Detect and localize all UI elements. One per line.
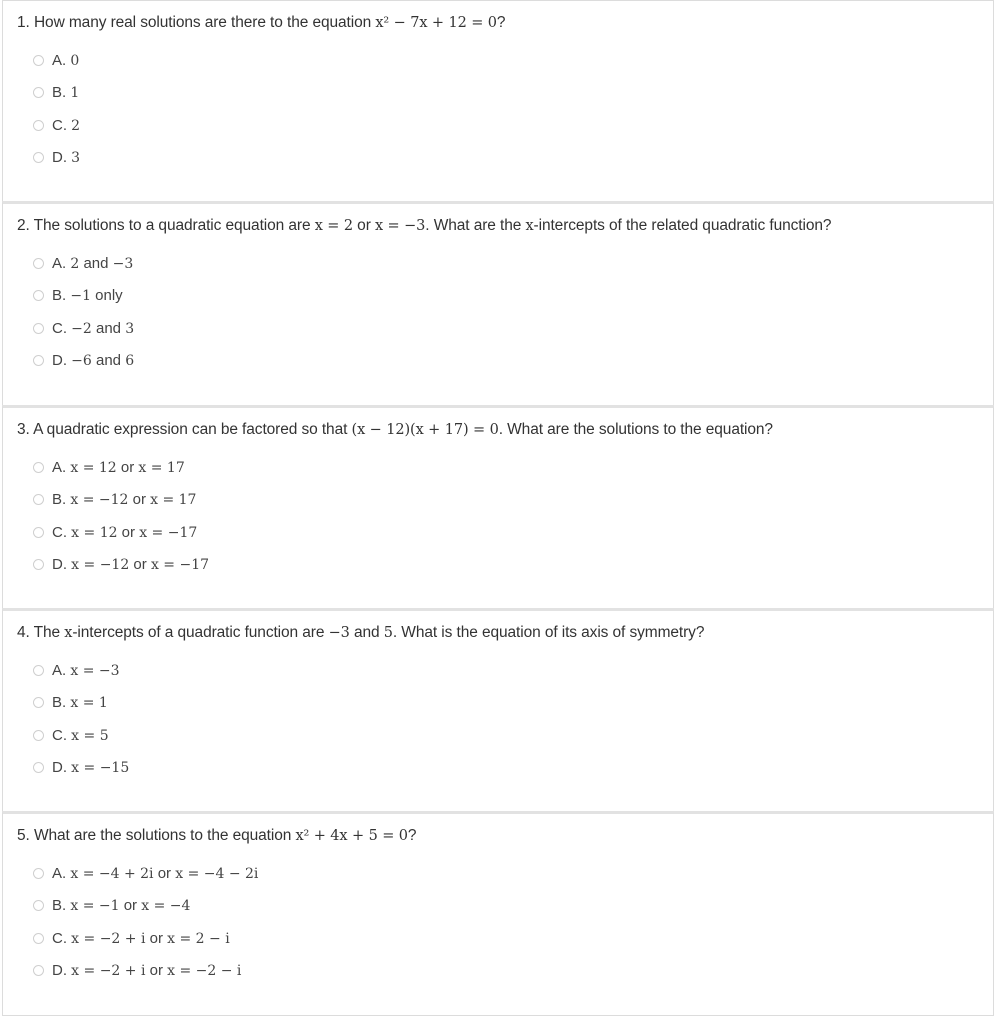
option-label: B. x = −12 or x = 17 xyxy=(52,491,197,509)
question-text: 5. What are the solutions to the equation x² + 4x + 5 = 0? xyxy=(17,827,417,844)
option-label: C. −2 and 3 xyxy=(52,319,135,337)
question-1 xyxy=(2,0,994,201)
radio-button[interactable] xyxy=(33,323,44,334)
answer-options xyxy=(33,51,80,180)
radio-button[interactable] xyxy=(33,290,44,301)
option-d[interactable] xyxy=(33,961,258,993)
question-3 xyxy=(2,405,994,608)
option-b[interactable] xyxy=(33,286,134,318)
question-4 xyxy=(2,608,994,811)
answer-options xyxy=(33,254,134,383)
radio-button[interactable] xyxy=(33,697,44,708)
option-a[interactable] xyxy=(33,254,134,286)
option-a[interactable] xyxy=(33,661,129,693)
radio-button[interactable] xyxy=(33,258,44,269)
option-c[interactable] xyxy=(33,929,258,961)
radio-button[interactable] xyxy=(33,762,44,773)
radio-button[interactable] xyxy=(33,87,44,98)
radio-button[interactable] xyxy=(33,665,44,676)
answer-options xyxy=(33,661,129,790)
option-a[interactable] xyxy=(33,864,258,896)
option-b[interactable] xyxy=(33,896,258,928)
option-label: C. 2 xyxy=(52,116,81,134)
option-label: B. x = 1 xyxy=(52,694,108,712)
option-label: D. −6 and 6 xyxy=(52,351,135,369)
radio-button[interactable] xyxy=(33,120,44,131)
option-c[interactable] xyxy=(33,116,80,148)
option-label: D. x = −15 xyxy=(52,758,130,776)
option-label: C. x = 12 or x = −17 xyxy=(52,523,198,541)
option-d[interactable] xyxy=(33,148,80,180)
radio-button[interactable] xyxy=(33,462,44,473)
option-label: A. 2 and −3 xyxy=(52,255,134,272)
option-label: C. x = −2 + i or x = 2 − i xyxy=(52,929,230,947)
option-label: A. x = −3 xyxy=(52,662,120,679)
question-text: 4. The x-intercepts of a quadratic function are −3 and 5. What is the equation of its axis of symmetry? xyxy=(17,624,705,641)
quiz-container xyxy=(2,0,994,1016)
question-text: 1. How many real solutions are there to the equation x² − 7x + 12 = 0? xyxy=(17,14,506,31)
option-c[interactable] xyxy=(33,319,134,351)
radio-button[interactable] xyxy=(33,355,44,366)
radio-button[interactable] xyxy=(33,527,44,538)
option-label: A. 0 xyxy=(52,52,80,69)
option-label: D. 3 xyxy=(52,148,81,166)
math-expression: x² − 7x + 12 = 0 xyxy=(375,15,497,31)
option-label: B. 1 xyxy=(52,84,80,102)
question-2 xyxy=(2,201,994,405)
answer-options xyxy=(33,864,258,993)
option-b[interactable] xyxy=(33,490,209,522)
radio-button[interactable] xyxy=(33,559,44,570)
option-label: D. x = −2 + i or x = −2 − i xyxy=(52,961,242,979)
option-label: D. x = −12 or x = −17 xyxy=(52,555,210,573)
option-d[interactable] xyxy=(33,351,134,383)
option-c[interactable] xyxy=(33,726,129,758)
option-d[interactable] xyxy=(33,758,129,790)
question-text: 2. The solutions to a quadratic equation are x = 2 or x = −3. What are the x-intercepts of the related quadratic function? xyxy=(17,217,832,234)
radio-button[interactable] xyxy=(33,900,44,911)
radio-button[interactable] xyxy=(33,730,44,741)
option-b[interactable] xyxy=(33,83,80,115)
option-label: C. x = 5 xyxy=(52,726,109,744)
radio-button[interactable] xyxy=(33,965,44,976)
option-a[interactable] xyxy=(33,458,209,490)
option-b[interactable] xyxy=(33,693,129,725)
question-5 xyxy=(2,811,994,1016)
option-label: B. x = −1 or x = −4 xyxy=(52,897,191,915)
radio-button[interactable] xyxy=(33,933,44,944)
question-text: 3. A quadratic expression can be factored so that (x − 12)(x + 17) = 0. What are the solutions to the equation? xyxy=(17,421,773,438)
radio-button[interactable] xyxy=(33,152,44,163)
answer-options xyxy=(33,458,209,587)
option-a[interactable] xyxy=(33,51,80,83)
option-d[interactable] xyxy=(33,555,209,587)
option-label: A. x = 12 or x = 17 xyxy=(52,459,185,476)
radio-button[interactable] xyxy=(33,868,44,879)
option-label: A. x = −4 + 2i or x = −4 − 2i xyxy=(52,865,259,882)
radio-button[interactable] xyxy=(33,494,44,505)
option-label: B. −1 only xyxy=(52,287,123,305)
option-c[interactable] xyxy=(33,523,209,555)
radio-button[interactable] xyxy=(33,55,44,66)
